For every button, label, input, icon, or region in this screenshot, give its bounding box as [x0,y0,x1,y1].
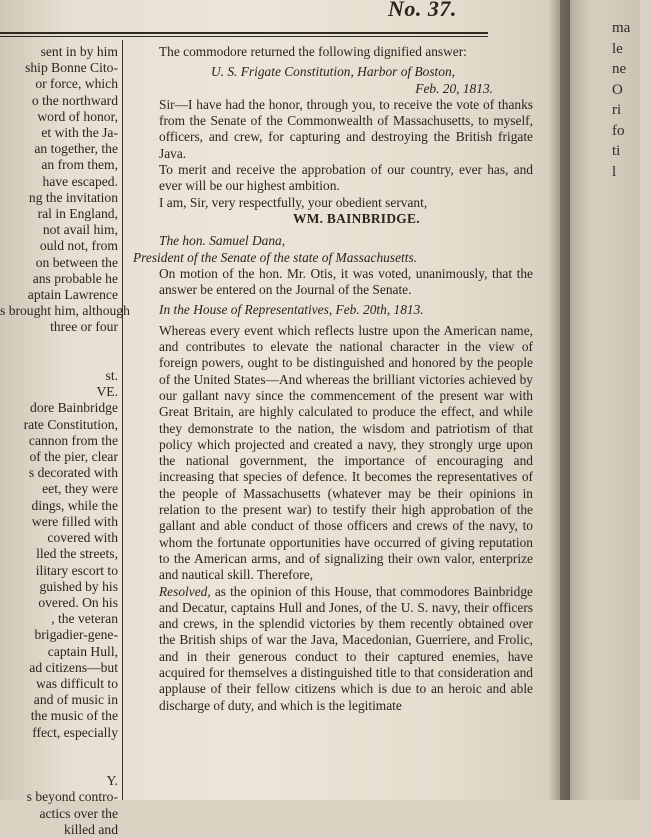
facing-page-line [612,428,652,449]
facing-page-line [612,490,652,511]
left-column-line: brigadier-gene- [34,627,118,643]
left-column-line: rate Constitution, [23,416,118,432]
left-column-line: not avail him, [42,222,118,238]
left-column-line: covered with [47,530,118,546]
left-column-line: or force, which [35,76,118,92]
facing-page-line: fo [612,122,625,139]
left-column-line: ng the invitation [28,189,118,205]
facing-page-line [612,223,652,244]
facing-page-text [612,18,652,818]
facing-page-line: l [612,163,617,180]
left-column-line: was difficult to [35,675,118,691]
resolved-word: Resolved, [159,583,211,599]
facing-page-line [612,346,652,367]
facing-page-line [612,285,652,306]
left-column-line: the music of the [30,708,118,724]
facing-page-line [612,531,652,552]
left-column-line: ffect, especially [32,724,118,740]
left-column-line: s brought him, although [0,303,130,319]
letter-closing: I am, Sir, very respectfully, your obedient servant, [159,194,428,210]
facing-page-line [612,715,652,736]
facing-page-line [612,510,652,531]
book-gutter-shadow [548,0,570,800]
left-column-line: aptain Lawrence [27,287,118,303]
left-column-line: ral in England, [37,206,118,222]
header-rule [0,32,488,34]
facing-page-line: ri [612,102,622,118]
left-column-line: actics over the [39,805,118,821]
left-column-line: an together, the [34,141,118,157]
letter-heading: U. S. Frigate Constitution, Harbor of Boston, [210,64,456,80]
facing-page-line [612,469,652,490]
facing-page-line [612,367,652,388]
resolved-paragraph [133,584,533,714]
left-column-line: cannon from the [28,432,118,448]
letter-body-2: To merit and receive the approbation of our country, ever has, and ever will be our highest ambition. [159,162,533,194]
facing-page-line [612,674,652,695]
facing-page-line: O [612,81,623,98]
left-column-line: dore Bainbridge [30,400,118,416]
facing-page-line [612,777,652,798]
left-column-line: of the pier, clear [29,449,118,465]
facing-page-line [612,551,652,572]
letter-body: Sir—I have had the honor, through you, to receive the vote of thanks from the Senate of the Commonwealth of Massachusetts, to myself, officers, and crew, for capturing and destroying the British frigate Java. [159,96,533,161]
left-column-line: o the northward [31,92,118,108]
left-column-line: eet, they were [42,481,118,497]
header-rule-thin [0,36,488,37]
left-column-line: overed. On his [38,594,118,610]
facing-page-line [612,572,652,593]
facing-page-line [612,736,652,757]
left-column-line: sent in by him [40,44,118,59]
left-column-line: VE. [96,384,118,400]
left-column-line: word of honor, [37,108,118,124]
facing-page-line [612,756,652,777]
facing-page-line: ne [612,61,627,77]
left-column-line: ilitary escort to [35,562,118,578]
facing-page-line [612,387,652,408]
left-column-line: s beyond contro- [26,789,118,805]
facing-page-line: ma [612,20,631,36]
column-divider [122,40,123,800]
addressee-title: President of the Senate of the state of Massachusetts. [133,249,418,265]
left-column-line: an from them, [41,157,118,173]
facing-page-line: ti [612,143,621,159]
left-column-line: Y. [106,773,118,789]
facing-page-line [612,305,652,326]
issue-number: No. 37. [388,0,457,21]
facing-page-line [612,203,652,224]
facing-page-line [612,264,652,285]
left-column-line: three or four [50,319,118,335]
facing-page-line [612,326,652,347]
left-column-line: , the veteran [51,611,118,627]
left-column-line [0,757,118,773]
left-column-line: ship Bonne Cito- [25,60,118,76]
left-column-line: have escaped. [42,173,118,189]
facing-page-line [612,797,652,818]
letter-signature: WM. BAINBRIDGE. [293,210,420,226]
facing-page-line: le [612,40,623,57]
facing-page-line [612,244,652,265]
facing-page-line [612,695,652,716]
facing-page-line [612,613,652,634]
facing-page-line [612,182,652,203]
facing-page-line [612,449,652,470]
addressee-name: The hon. Samuel Dana, [159,233,286,249]
left-column-line: killed and [64,821,118,837]
resolved-text: as the opinion of this House, that commodores Bainbridge and Decatur, captains Hull and Jones, of the U. S. navy, their officers and crews, in the splendid victories by them recently obtained over the British ships of war the Java, Macedonian, Guerriere, and Frolic, and in their generous conduct to their captured enemies, have acquired for themselves a distinguished title to that consideration and applause of their fellow citizens which is due to an heroic and able discharge of duty, and which is the legitimate [159,583,533,713]
motion-paragraph: On motion of the hon. Mr. Otis, it was voted, unanimously, that the answer be entered on the Journal of the Senate. [159,265,533,298]
left-column-line: lled the streets, [36,546,118,562]
left-column-line: ad citizens—but [29,659,118,675]
facing-page-line [612,592,652,613]
left-column-line [0,336,118,352]
left-column-line: guished by his [39,578,118,594]
facing-page-line [612,408,652,429]
facing-page-line [612,633,652,654]
left-column-line: et with the Ja- [41,125,118,141]
intro-paragraph: The commodore returned the following dignified answer: [159,44,467,59]
letter-date: Feb. 20, 1813. [415,80,493,96]
whereas-paragraph: Whereas every event which reflects lustre upon the American name, and contributes to elevate the national character in the view of foreign powers, ought to be distinguished and honored by the people of the United States—And whereas the brilliant victories achieved by our gallant navy since the commencement of the present war with Great Britain, are highly calculated to produce the effect, and while they demonstrate to the nation, the wisdom and patriotism of that policy which projected and created a navy, they strongly urge upon the national government, the importance of encouraging and increasing that species of defence. It becomes the representatives of the people of Massachusetts (whatever may be their opinions in relation to the present war) to testify their high approbation of the gallant and able conduct of those officers and crews of the navy, to whom the fortunate opportunities have occurred of giving reputation to the American arms, and of signalizing their own valor, enterprize and nautical skill. Therefore, [159,322,533,583]
left-column-line: ould not, from [39,238,118,254]
left-column-line: captain Hull, [47,643,118,659]
left-column-line: dings, while the [31,497,118,513]
left-column-line: st. [105,368,118,384]
left-column-line [0,352,118,368]
left-column [0,44,130,838]
left-column-line [0,741,118,757]
left-column-line: s decorated with [28,465,118,481]
left-column-line: ans probable he [32,270,118,286]
main-column [133,44,533,714]
left-column-line: and of music in [33,692,118,708]
left-column-line: on between the [35,254,118,270]
facing-page-line [612,654,652,675]
left-column-line: were filled with [31,513,118,529]
house-heading: In the House of Representatives, Feb. 20th, 1813. [159,302,424,318]
